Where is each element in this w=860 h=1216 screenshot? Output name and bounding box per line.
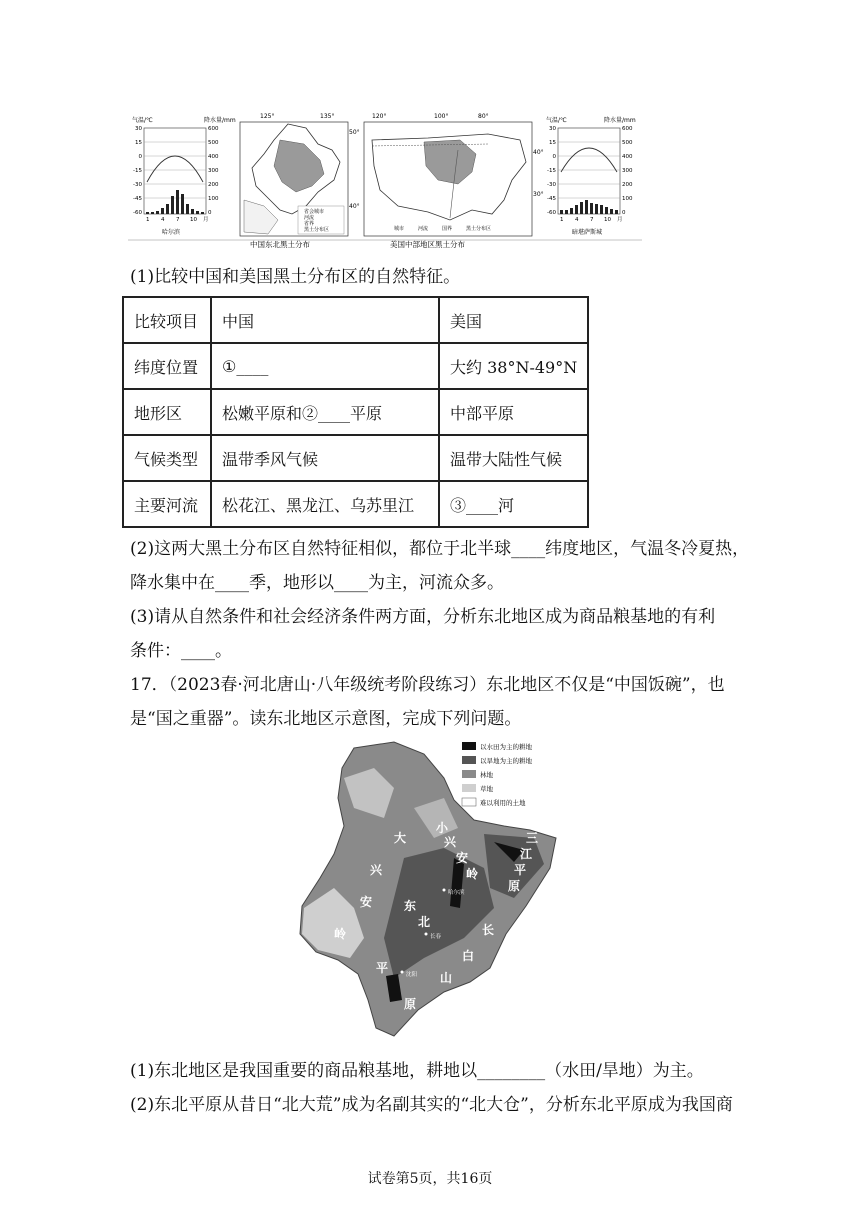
cn-lon-125: 125° (260, 113, 275, 120)
us-legend-blacksoil: 黑土分布区 (466, 226, 492, 232)
left-p-tick: 0 (208, 210, 212, 216)
table-row (123, 435, 588, 481)
left-p-tick: 400 (208, 154, 219, 160)
us-lon-100: 100° (434, 113, 449, 120)
left-p-tick: 200 (208, 182, 219, 188)
right-temp-label: 气温/℃ (546, 117, 567, 124)
table-cell: 温带季风气候 (211, 435, 439, 481)
label-shan: 山 (440, 971, 453, 985)
right-m-tick: 4 (575, 217, 579, 223)
q17-line2: 是“国之重器”。读东北地区示意图，完成下列问题。 (130, 709, 522, 729)
label-ping2: 平 (376, 961, 389, 975)
right-t-tick: -30 (547, 182, 556, 188)
china-blacksoil-map (240, 113, 360, 236)
table-cell: 松花江、黑龙江、乌苏里江 (211, 481, 439, 527)
us-blacksoil-map (364, 113, 544, 236)
harbin-climate-chart (132, 116, 236, 236)
left-t-tick: 0 (138, 154, 142, 160)
label-xing2: 兴 (444, 835, 457, 849)
us-legend-city: 城市 (394, 226, 405, 232)
label-bai: 白 (462, 949, 475, 963)
table-header-cell: 比较项目 (123, 297, 211, 343)
q17-line1: 17．（2023春·河北唐山·八年级统考阶段练习）东北地区不仅是“中国饭碗”，也 (130, 675, 725, 695)
map-legend (462, 742, 533, 807)
table-header-cell: 美国 (439, 297, 588, 343)
sub2-line: (2)东北平原从昔日“北大荒”成为名副其实的“北大仓”，分析东北平原成为我国商 (130, 1095, 733, 1115)
right-m-tick: 1 (560, 217, 564, 223)
legend-unusable: 难以利用的土地 (480, 799, 526, 807)
right-p-tick: 600 (622, 126, 633, 132)
label-ling: 岭 (334, 927, 347, 941)
left-t-tick: -15 (133, 168, 142, 174)
label-yuan2: 原 (404, 997, 417, 1011)
table-row (123, 343, 588, 389)
right-t-tick: 15 (549, 140, 556, 146)
cn-lat-40: 40° (349, 203, 360, 210)
cn-lat-50: 50° (349, 129, 360, 136)
page-footer: 试卷第5页，共16页 (367, 1171, 493, 1187)
table-cell: 中部平原 (439, 389, 588, 435)
right-chart-caption: 暗堪萨斯城 (572, 229, 603, 236)
us-map-caption: 美国中部地区黑土分布 (390, 240, 465, 249)
label-chang: 长 (482, 923, 495, 937)
q2-line1: (2)这两大黑土分布区自然特征相似，都位于北半球____纬度地区，气温冬冷夏热， (130, 539, 750, 559)
label-an: 安 (360, 895, 373, 909)
right-m-tick: 月 (617, 217, 623, 223)
right-t-tick: -45 (547, 196, 556, 202)
label-an2: 安 (456, 851, 469, 865)
right-p-tick: 100 (622, 196, 633, 202)
us-legend-river: 河流 (418, 226, 429, 232)
us-lon-80: 80° (478, 113, 489, 120)
q3-line2: 条件：____。 (130, 641, 232, 661)
left-p-tick: 500 (208, 140, 219, 146)
label-ling2: 岭 (466, 867, 479, 881)
right-t-tick: 30 (549, 126, 556, 132)
kansas-climate-chart (546, 116, 636, 236)
sub1-line: (1)东北地区是我国重要的商品粮基地，耕地以________（水田/旱地）为主。 (130, 1061, 704, 1081)
table-cell: 纬度位置 (123, 343, 211, 389)
us-lon-120: 120° (372, 113, 387, 120)
left-p-tick: 100 (208, 196, 219, 202)
table-cell: 气候类型 (123, 435, 211, 481)
left-t-tick: 30 (135, 126, 142, 132)
right-t-tick: -15 (547, 168, 556, 174)
label-xiao: 小 (436, 821, 449, 835)
label-san: 三 (526, 831, 539, 845)
northeast-landuse-map (294, 738, 570, 1040)
city-harbin: 哈尔滨 (448, 890, 465, 896)
right-t-tick: 0 (552, 154, 556, 160)
left-t-tick: -60 (133, 210, 142, 216)
table-cell: 主要河流 (123, 481, 211, 527)
table-row (123, 481, 588, 527)
table-cell: ③____河 (439, 481, 588, 527)
label-ping: 平 (514, 863, 527, 877)
cn-legend-blacksoil: 黑土分布区 (304, 227, 330, 233)
legend-paddy: 以水田为主的耕地 (480, 743, 532, 751)
right-p-tick: 300 (622, 168, 633, 174)
legend-dryland: 以旱地为主的耕地 (480, 757, 532, 765)
us-lat-40: 40° (533, 149, 544, 156)
left-p-tick: 300 (208, 168, 219, 174)
table-cell: 温带大陆性气候 (439, 435, 588, 481)
right-p-tick: 500 (622, 140, 633, 146)
table-cell: ①____ (211, 343, 439, 389)
left-m-tick: 10 (190, 217, 197, 223)
legend-forest: 林地 (480, 771, 493, 779)
label-xing: 兴 (370, 863, 383, 877)
label-dong: 东 (404, 899, 417, 913)
label-yuan: 原 (508, 879, 521, 893)
right-t-tick: -60 (547, 210, 556, 216)
right-m-tick: 10 (604, 217, 611, 223)
right-p-tick: 200 (622, 182, 633, 188)
china-map-caption: 中国东北黑土分布 (250, 240, 310, 249)
table-cell: 大约 38°N-49°N (439, 343, 588, 389)
table-row (123, 389, 588, 435)
cn-legend-border: 省界 (304, 221, 315, 227)
q1-text: (1)比较中国和美国黑土分布区的自然特征。 (130, 267, 461, 287)
city-shenyang: 沈阳 (406, 972, 418, 978)
label-jiang: 江 (520, 847, 533, 861)
left-chart-caption: 哈尔滨 (162, 229, 181, 236)
top-figure (128, 110, 642, 250)
left-t-tick: -30 (133, 182, 142, 188)
left-m-tick: 1 (146, 217, 150, 223)
left-temp-label: 气温/℃ (132, 117, 153, 124)
cn-legend-river: 河流 (304, 215, 315, 221)
left-t-tick: -45 (133, 196, 142, 202)
comparison-table (122, 296, 589, 528)
us-legend-border: 国界 (442, 226, 453, 232)
cn-legend-city: 省会城市 (304, 209, 325, 215)
table-header-row (123, 297, 588, 343)
right-p-tick: 0 (622, 210, 626, 216)
right-precip-label: 降水量/mm (604, 117, 636, 124)
left-m-tick: 7 (176, 217, 180, 223)
label-da: 大 (394, 831, 407, 845)
city-changchun: 长春 (430, 934, 442, 940)
right-m-tick: 7 (590, 217, 594, 223)
left-precip-label: 降水量/mm (204, 117, 236, 124)
left-m-tick: 月 (203, 217, 209, 223)
left-m-tick: 4 (161, 217, 165, 223)
label-bei: 北 (418, 915, 431, 929)
table-cell: 松嫩平原和②____平原 (211, 389, 439, 435)
us-lat-30: 30° (533, 191, 544, 198)
left-t-tick: 15 (135, 140, 142, 146)
left-p-tick: 600 (208, 126, 219, 132)
cn-lon-135: 135° (320, 113, 335, 120)
right-p-tick: 400 (622, 154, 633, 160)
table-header-cell: 中国 (211, 297, 439, 343)
q3-line1: (3)请从自然条件和社会经济条件两方面，分析东北地区成为商品粮基地的有利 (130, 607, 716, 627)
legend-grassland: 草地 (480, 785, 493, 793)
table-cell: 地形区 (123, 389, 211, 435)
q2-line2: 降水集中在____季，地形以____为主，河流众多。 (130, 573, 504, 593)
